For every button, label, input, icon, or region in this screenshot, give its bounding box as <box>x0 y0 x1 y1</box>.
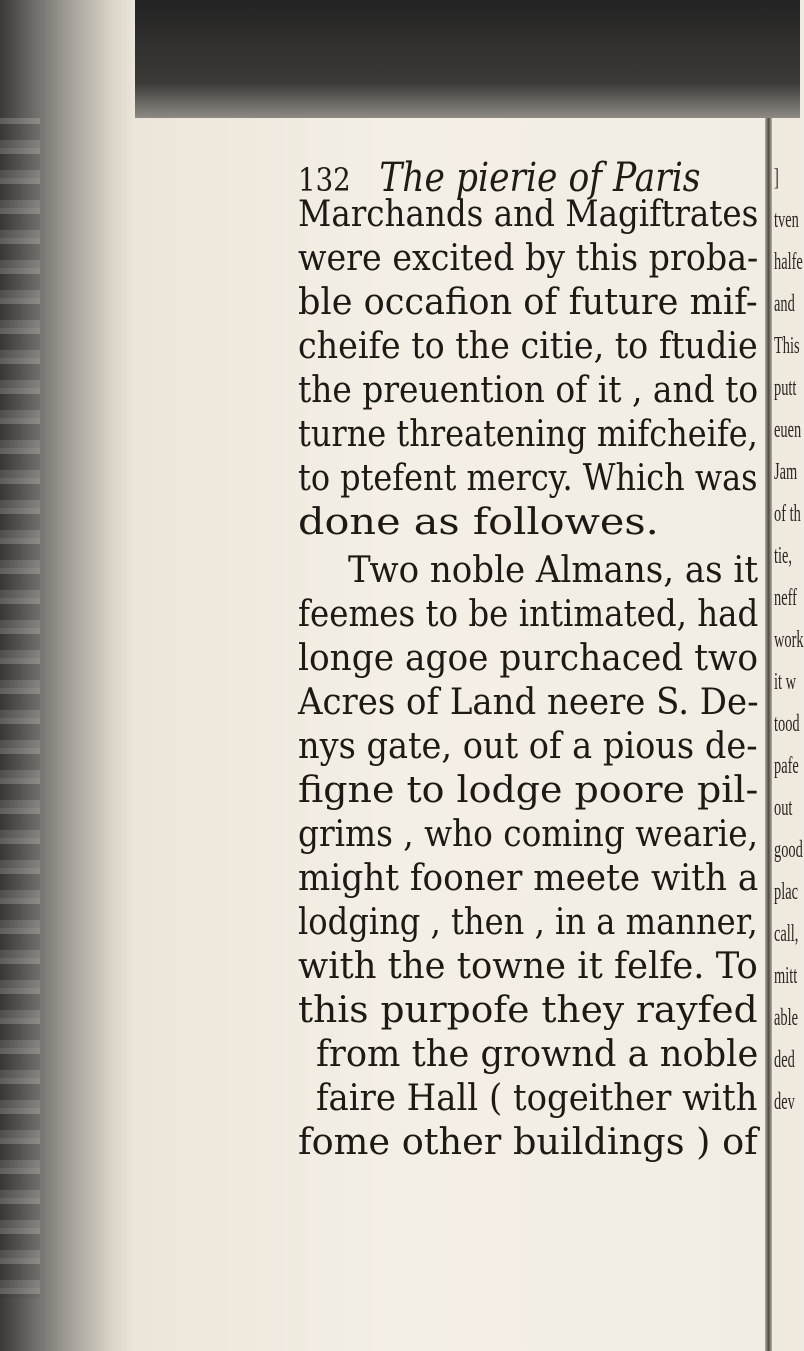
facing-page-fragment: mitt <box>774 963 798 989</box>
facing-page-fragment: tven <box>774 207 799 233</box>
text-line: feemes to be intimated, had <box>298 594 759 635</box>
text-line: Marchands and Magiftrates <box>298 194 759 235</box>
facing-page-fragment: call, <box>774 921 799 947</box>
text-line: cheife to the citie, to ftudie <box>298 326 758 367</box>
book-gutter <box>765 118 772 1351</box>
text-line: turne threatening mifcheife, <box>298 414 758 455</box>
text-line: Acres of Land neere S. De- <box>298 682 759 723</box>
facing-page-fragment: work <box>774 627 804 653</box>
text-line: with the towne it felfe. To <box>298 946 758 987</box>
facing-page-fragment: halfe <box>774 249 803 275</box>
facing-page-fragment: This <box>774 333 800 359</box>
facing-page-fragment: able <box>774 1005 798 1031</box>
facing-page-fragment: pafe <box>774 753 799 779</box>
text-line: nys gate, out of a pious de- <box>298 726 758 767</box>
text-line: the preuention of it , and to <box>298 370 759 411</box>
text-line: were excited by this proba- <box>298 238 759 279</box>
facing-page-fragment: ded <box>774 1047 795 1073</box>
facing-page-fragment: dev <box>774 1089 795 1115</box>
text-line: fome other buildings ) of <box>298 1122 758 1163</box>
text-line: might fooner meete with a <box>298 858 759 899</box>
facing-page-fragment: good <box>774 837 803 863</box>
facing-page-fragment: and <box>774 291 795 317</box>
facing-page-fragment: tie, <box>774 543 792 569</box>
text-line: done as followes. <box>298 502 659 543</box>
text-line: this purpofe they rayfed <box>298 990 758 1031</box>
text-line: from the grownd a noble <box>316 1034 759 1075</box>
facing-page-fragment: plac <box>774 879 798 905</box>
facing-page-fragment: of th <box>774 501 801 527</box>
facing-page-fragment: ] <box>774 165 779 191</box>
text-line: Two noble Almans, as it <box>348 550 758 591</box>
text-line: to ptefent mercy. Which was <box>298 458 758 499</box>
text-line: grims , who coming wearie, <box>298 814 758 855</box>
text-line: faire Hall ( togeither with <box>316 1078 758 1119</box>
facing-page-fragment: euen <box>774 417 802 443</box>
text-line: figne to lodge poore pil- <box>298 770 759 811</box>
text-line: longe agoe purchaced two <box>298 638 759 679</box>
running-title: The pierie of Paris <box>379 155 701 201</box>
facing-page-fragment: putt <box>774 375 797 401</box>
page-header <box>298 155 701 201</box>
facing-page-fragment: it w <box>774 669 797 695</box>
facing-page-edge <box>772 118 804 1351</box>
facing-page-fragment: tood <box>774 711 800 737</box>
facing-page-fragment: neff <box>774 585 797 611</box>
facing-page-fragment: Jam <box>774 459 798 485</box>
facing-page-fragment: out <box>774 795 793 821</box>
text-line: lodging , then , in a manner, <box>298 902 758 943</box>
text-line: ble occafion of future mif- <box>298 282 758 323</box>
page-edge-texture <box>0 118 40 1298</box>
page-number: 132 <box>298 161 351 199</box>
